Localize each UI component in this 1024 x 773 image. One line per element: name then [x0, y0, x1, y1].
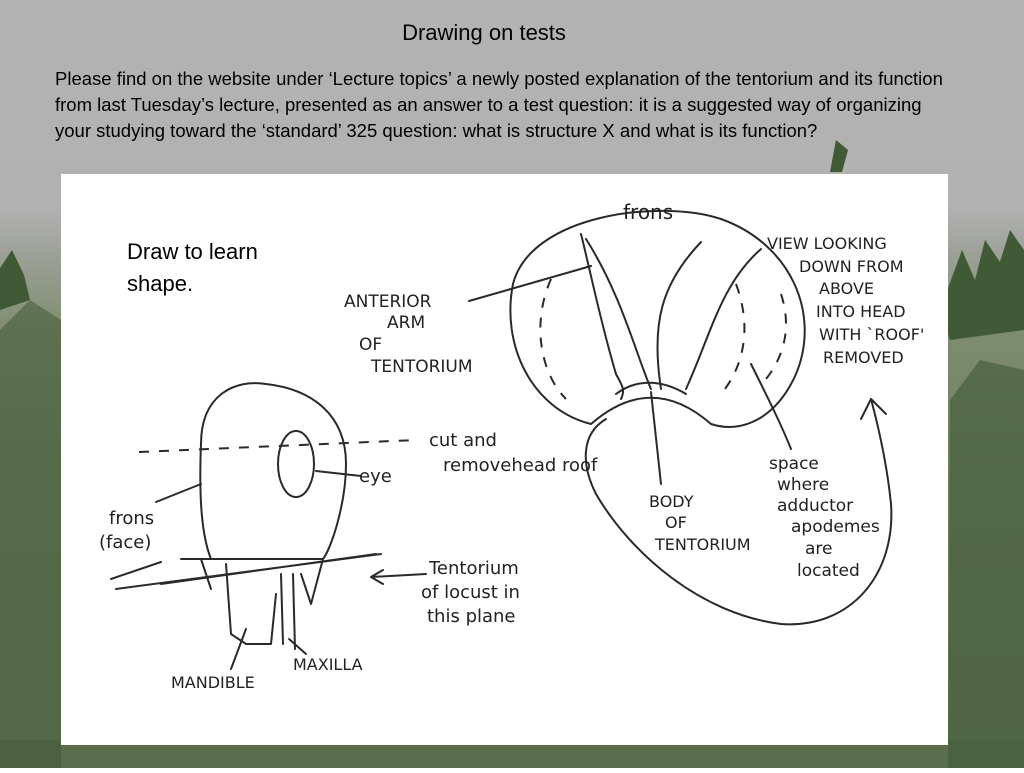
slide-title: Drawing on tests [402, 20, 566, 45]
space-label-3: adductor [777, 496, 854, 516]
body-label-2: OF [665, 513, 687, 532]
view-label-4: INTO HEAD [816, 302, 906, 321]
space-label-4: apodemes [791, 517, 880, 537]
body-label-3: TENTORIUM [655, 535, 751, 554]
view-label-6: REMOVED [823, 348, 904, 367]
mandible-label: MANDIBLE [171, 673, 255, 692]
draw-note-line-1: Draw to learn [127, 239, 258, 264]
view-label-2: DOWN FROM [799, 257, 904, 276]
space-label-5: are [805, 539, 833, 559]
eye-label: eye [359, 466, 392, 487]
anterior-arm-label-2: ARM [387, 313, 426, 333]
sketch-panel [61, 174, 948, 745]
frons-face-label-2: (face) [99, 532, 152, 553]
draw-note-line-2: shape. [127, 271, 194, 296]
intro-paragraph: Please find on the website under ‘Lecture topics’ a newly posted explanation of the tentorium and its function from last Tuesday’s lecture, presented as an answer to a test question: it is a suggested way of organizing your studying toward the ‘standard’ 325 question: what is structure X and what is its function? [55, 68, 943, 141]
view-label-3: ABOVE [819, 279, 875, 298]
view-label-1: VIEW LOOKING [767, 234, 887, 253]
space-label-6: located [797, 561, 860, 581]
draw-note [127, 236, 307, 300]
cut-label-1: cut and [429, 430, 497, 451]
space-label-1: space [769, 454, 819, 474]
frons-face-label-1: frons [109, 508, 155, 529]
tentorium-plane-label-3: this plane [427, 606, 516, 627]
anterior-arm-label-3: OF [359, 335, 383, 355]
anterior-arm-label-4: TENTORIUM [371, 357, 473, 377]
tentorium-plane-label-2: of locust in [421, 582, 520, 603]
view-label-5: WITH `ROOF' [819, 325, 925, 344]
tentorium-plane-label-1: Tentorium [429, 558, 519, 579]
frons-top-label: frons [623, 200, 674, 224]
eye-outline [278, 431, 314, 497]
maxilla-label: MAXILLA [293, 655, 363, 674]
anterior-arm-label-1: ANTERIOR [344, 292, 432, 312]
space-label-2: where [777, 475, 830, 495]
head-side-view [111, 383, 426, 669]
body-label-1: BODY [649, 492, 694, 511]
cut-label-2: removehead roof [443, 455, 598, 476]
